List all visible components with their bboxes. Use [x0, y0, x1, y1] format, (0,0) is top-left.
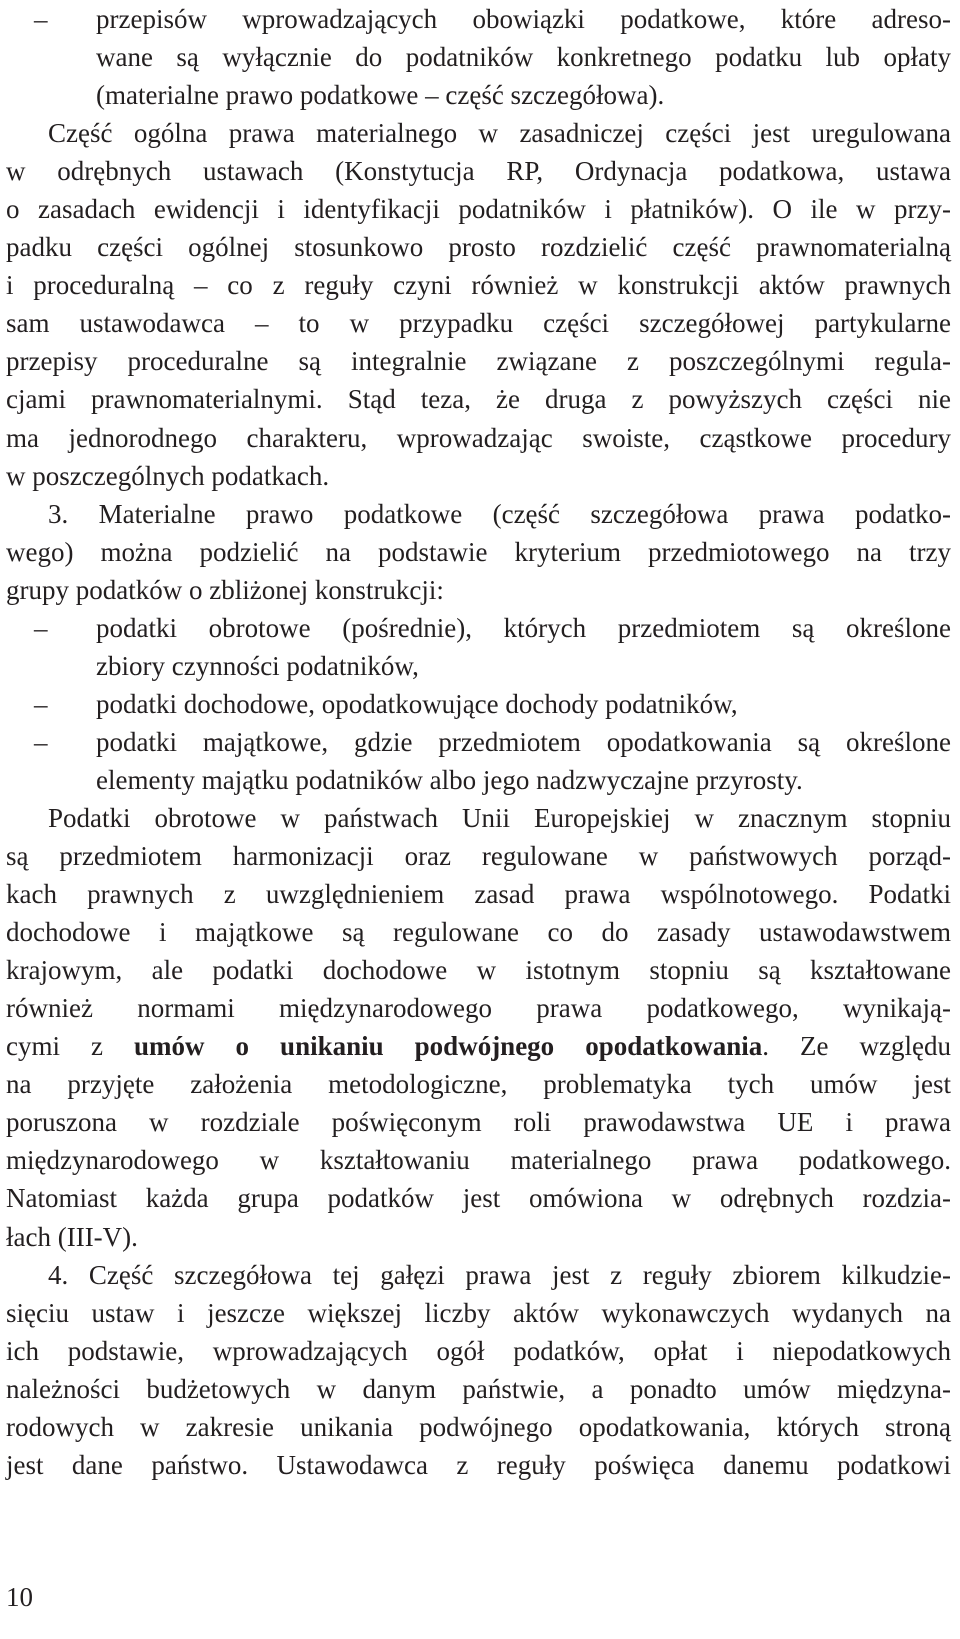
text-fragment: rodowych w zakresie unikania podwójnego opodatkowania, których stroną — [6, 1411, 951, 1442]
text-fragment: Podatki obrotowe w państwach Unii Europejskiej w znacznym stopniu — [48, 802, 951, 833]
text-fragment: (materialne prawo podatkowe – część szczegółowa). — [96, 80, 665, 111]
text-fragment: w odrębnych ustawach (Konstytucja RP, Ordynacja podatkowa, ustawa — [6, 156, 951, 187]
text-fragment: cjami prawnomaterialnymi. Stąd teza, że druga z powyższych części nie — [6, 384, 951, 415]
text-fragment: międzynarodowego w kształtowaniu materialnego prawa podatkowego. — [6, 1145, 951, 1176]
text-fragment: kach prawnych z uwzględnieniem zasad prawa wspólnotowego. Podatki — [6, 879, 951, 910]
page-number: 10 — [6, 1582, 33, 1612]
text-fragment: grupy podatków o zbliżonej konstrukcji: — [6, 574, 444, 605]
list-item-line — [6, 0, 951, 38]
text-fragment: elementy majątku podatników albo jego nadzwyczajne przyrosty. — [96, 764, 803, 795]
text-line — [6, 761, 951, 799]
text-line — [6, 495, 951, 533]
body-text — [6, 0, 951, 1484]
text-line — [6, 1370, 951, 1408]
text-line — [6, 1141, 951, 1179]
text-line — [6, 533, 951, 571]
text-line — [6, 875, 951, 913]
text-line — [6, 304, 951, 342]
text-line — [6, 190, 951, 228]
text-line — [6, 38, 951, 76]
text-line — [6, 951, 951, 989]
text-fragment: sam ustawodawca – to w przypadku części szczegółowej partykularne — [6, 308, 951, 339]
text-fragment: są przedmiotem harmonizacji oraz regulowane w państwowych porząd- — [6, 841, 951, 872]
list-dash-marker: – — [34, 726, 48, 757]
text-fragment: również normami międzynarodowego prawa podatkowego, wynikają- — [6, 993, 951, 1024]
text-line — [6, 457, 951, 495]
list-item-line — [6, 685, 951, 723]
text-line — [6, 1294, 951, 1332]
text-line — [6, 1332, 951, 1370]
text-line — [6, 1218, 951, 1256]
text-fragment: o zasadach ewidencji i identyfikacji podatników i płatników). O ile w przy- — [6, 194, 951, 225]
text-fragment: padku części ogólnej stosunkowo prosto rozdzielić część prawnomaterialną — [6, 232, 951, 263]
list-dash-marker: – — [34, 4, 48, 34]
text-line — [6, 571, 951, 609]
bold-term: umów o unikaniu podwójnego opodatkowania — [134, 1031, 763, 1062]
text-fragment: jest dane państwo. Ustawodawca z reguły poświęca danemu podatkowi — [6, 1449, 951, 1480]
text-line — [6, 1027, 951, 1065]
text-fragment: . Ze względu — [762, 1031, 951, 1062]
text-line — [6, 837, 951, 875]
text-line — [6, 1256, 951, 1294]
text-line — [6, 228, 951, 266]
text-line — [6, 380, 951, 418]
text-fragment: krajowym, ale podatki dochodowe w istotnym stopniu są kształtowane — [6, 955, 951, 986]
text-line — [6, 913, 951, 951]
text-fragment: wane są wyłącznie do podatników konkretnego podatku lub opłaty — [96, 42, 951, 73]
text-line — [6, 647, 951, 685]
text-fragment: 3. Materialne prawo podatkowe (część szczegółowa prawa podatko- — [48, 498, 951, 529]
text-line — [6, 152, 951, 190]
text-line — [6, 989, 951, 1027]
text-fragment: podatki dochodowe, opodatkowujące dochody podatników, — [96, 688, 738, 719]
text-fragment: należności budżetowych w danym państwie, a ponadto umów międzyna- — [6, 1373, 951, 1404]
list-dash-marker: – — [34, 612, 48, 643]
text-fragment: Część ogólna prawa materialnego w zasadniczej części jest uregulowana — [48, 118, 951, 149]
text-line — [6, 1065, 951, 1103]
text-fragment: na przyjęte założenia metodologiczne, problematyka tych umów jest — [6, 1069, 951, 1100]
text-fragment: wego) można podzielić na podstawie kryterium przedmiotowego na trzy — [6, 536, 951, 567]
text-fragment: poruszona w rozdziale poświęconym roli prawodawstwa UE i prawa — [6, 1107, 951, 1138]
text-line — [6, 1408, 951, 1446]
text-line — [6, 1103, 951, 1141]
text-line — [6, 1179, 951, 1217]
list-dash-marker: – — [34, 688, 48, 719]
text-fragment: sięciu ustaw i jeszcze większej liczby aktów wykonawczych wydanych na — [6, 1297, 951, 1328]
text-fragment: ma jednorodnego charakteru, wprowadzając swoiste, cząstkowe procedury — [6, 422, 951, 453]
text-fragment: Natomiast każda grupa podatków jest omówiona w odrębnych rozdzia- — [6, 1183, 951, 1214]
text-fragment: podatki obrotowe (pośrednie), których przedmiotem są określone — [96, 612, 951, 643]
text-fragment: podatki majątkowe, gdzie przedmiotem opodatkowania są określone — [96, 726, 951, 757]
text-fragment: zbiory czynności podatników, — [96, 650, 419, 681]
list-item-line — [6, 609, 951, 647]
list-item-line — [6, 723, 951, 761]
text-line — [6, 799, 951, 837]
text-line — [6, 266, 951, 304]
text-fragment: cymi z — [6, 1031, 135, 1062]
text-line — [6, 76, 951, 114]
text-line — [6, 342, 951, 380]
text-fragment: w poszczególnych podatkach. — [6, 460, 330, 491]
text-fragment: łach (III-V). — [6, 1221, 138, 1252]
text-fragment: przepisy proceduralne są integralnie związane z poszczególnymi regula- — [6, 346, 951, 377]
text-line — [6, 114, 951, 152]
text-line — [6, 1446, 951, 1484]
text-fragment: dochodowe i majątkowe są regulowane co do zasady ustawodawstwem — [6, 917, 951, 948]
text-line — [6, 419, 951, 457]
text-fragment: i proceduralną – co z reguły czyni również w konstrukcji aktów prawnych — [6, 270, 951, 301]
text-fragment: 4. Część szczegółowa tej gałęzi prawa jest z reguły zbiorem kilkudzie- — [48, 1259, 951, 1290]
text-fragment: ich podstawie, wprowadzających ogół podatków, opłat i niepodatkowych — [6, 1335, 951, 1366]
text-fragment: przepisów wprowadzających obowiązki podatkowe, które adreso- — [96, 4, 951, 34]
